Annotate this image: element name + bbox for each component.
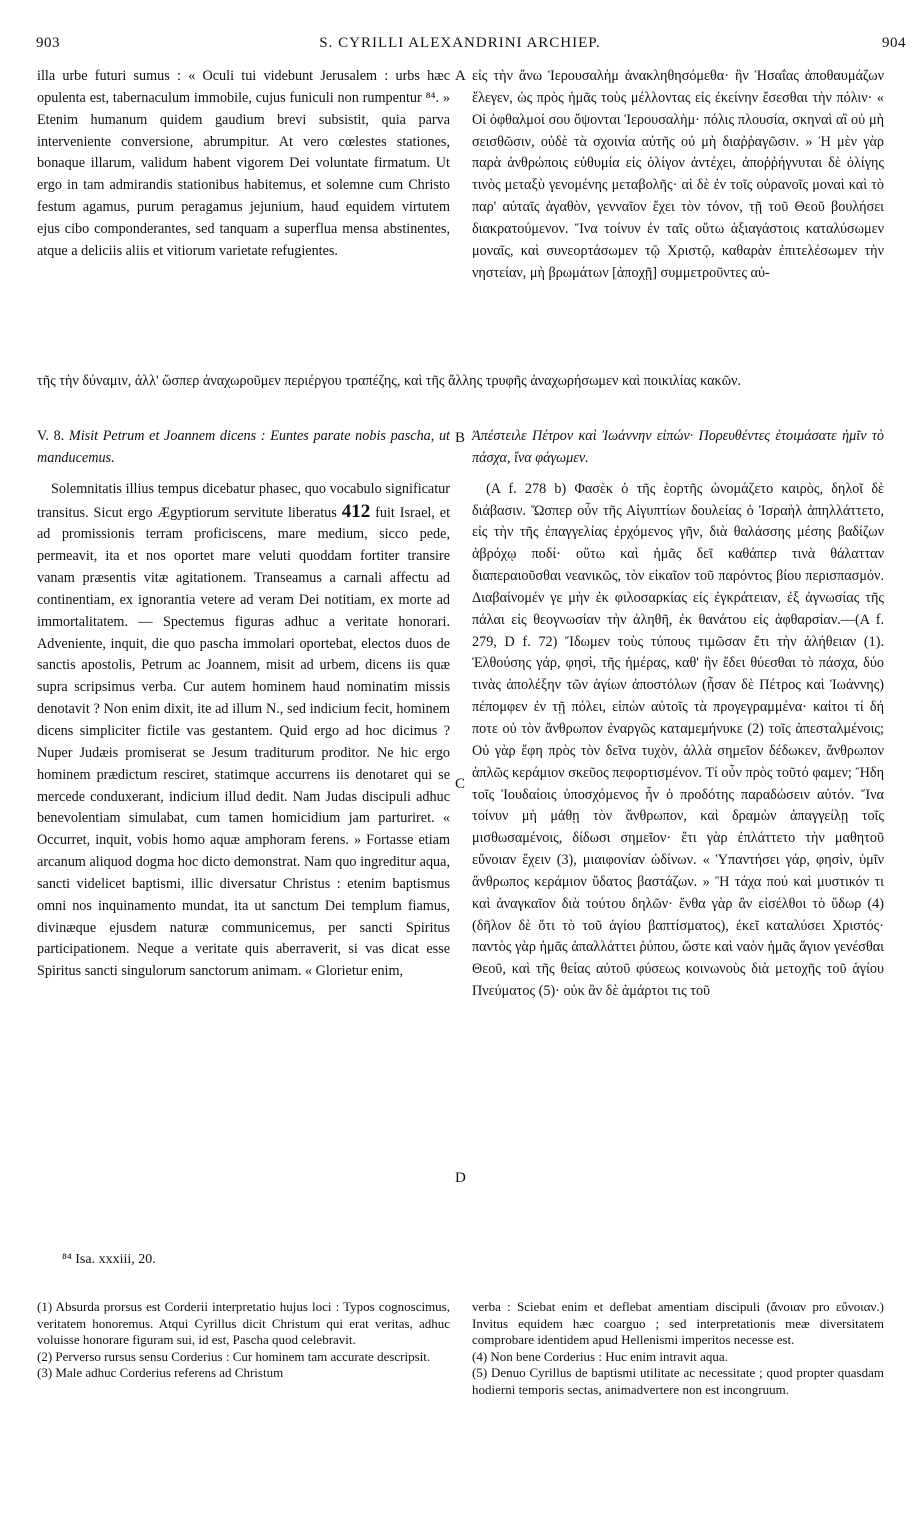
margin-marker-a: A xyxy=(455,68,466,84)
latin-column-section1 xyxy=(37,66,450,263)
footnote: (2) Perverso rursus sensu Corderius : Cur hominem tam accurate descripsit. xyxy=(37,1348,431,1364)
verse-number: V. 8. xyxy=(37,428,65,444)
footnotes-right xyxy=(472,1299,884,1399)
footnote: verba : Sciebat enim et deflebat amentiam discipuli (ἄνοιαν pro εὔνοιαν.) Invitus equidem hæc coarguo ; sed interpretationis meæ diversitatem comprobare identidem apud Hellenismi imperitos necesse est. xyxy=(472,1299,884,1348)
greek-paragraph: (A f. 278 b) Φασὲκ ὁ τῆς ἑορτῆς ὠνομάζετο καιρὸς, δηλοῖ δὲ διάβασιν. Ὥσπερ οὖν τῆς Αἰγυπτίων δουλείας ὁ Ἰσραὴλ ἀπηλλάττετο, εἰς τὴν τῆς ἐπαγγελίας ἐρχόμενος γῆν, διὰ θαλάσσης μέσης βαδίζων ἀβρόχῳ ποδί· οὕτω καὶ ἡμᾶς δεῖ καθάπερ τινὰ θάλατταν διαπεραιοῦσθαι νεανικῶς, τὸν εἰκαῖον τοῦ παρόντος βίου περισπασμόν. Διαβαίνομέν γε μὴν ἐκ φιλοσαρκίας εἰς ἐγκράτειαν, ἐξ ἀγνωσίας τῆς πάλαι εἰς θεογνωσίαν τὴν ἀληθῆ, ἐκ θανάτου εἰς ἀφθαρσίαν.—(A f. 279, D f. 72) Ἴδωμεν τοὺς τύπους τιμῶσαν ἔτι τὴν ἀλήθειαν (1). Ἐλθούσης γάρ, φησὶ, τῆς ἡμέρας, καθ' ἣν ἔδει θύεσθαι τὸ πάσχα, δύο τινὰς ἀπολέξην τῶν ἁγίων ἀποστόλων (ἦσαν δὲ Πέτρος καὶ Ἰωάννης) πέπομφεν ἐν τῇ πόλει, εἰπὼν αὐτοῖς τὰ προγεγραμμένα· καίτοι τί δή ποτε οὐ τὸν ἄνθρωπον ἐναργῶς καταμεμήνυκε (2) τοῖς ἀπεσταλμένοις; Οὐ γὰρ ἔφη πρὸς τὸν δεῖνα τυχὸν, ἀλλὰ σημεῖον δέδωκεν, ἄνθρωπον ἁπλῶς κεράμιον σκεῦος πεφορτισμένον. Τί οὖν πρὸς τοῦτό φαμεν; Ἤδη τοῖς Ἰουδαίοις ὑποσχόμενος ἦν ὁ προδότης παραδώσειν αὐτόν. Ἵνα τοίνυν μὴ μάθῃ τὸν ἄνθρωπον, καὶ δραμὼν ἀπαγγείλῃ τοῖς μισθωσαμένοις, δίδωσι σημεῖον· ἔτι γὰρ ἐπλάττετο τὴν μαθητοῦ εὔνοιαν ἔχειν (3), μιαιφονίαν ὠδίνων. « Ὑπαντήσει γάρ, φησὶν, ὑμῖν ἄνθρωπος κεράμιον ὕδατος βαστάζων. » Ἢ τάχα πού καὶ μυστικόν τι καὶ ἀναγκαῖον διὰ τούτου δηλῶν· ἔνθα γὰρ ἂν εἰσέλθοι τὸ ὕδωρ (4) (δῆλον δὲ ὅτι τὸ τοῦ ἁγίου βαπτίσματος), ἐκεῖ καταλύσει Χριστός· παντὸς γὰρ ἡμᾶς ἀπαλλάττει ῥύπου, ὥστε καὶ ναὸν ἡμᾶς ἅγιον γενέσθαι Θεοῦ, καὶ τῆς θείας αὐτοῦ φύσεως κοινωνοὺς διὰ μετοχῆς τοῦ ἁγίου Πνεύματος (5)· οὐκ ἂν δὲ ἁμάρτοι τις τοῦ xyxy=(472,480,884,1000)
footnote: (5) Denuo Cyrillus de baptismi utilitate ac necessitate ; quod propter quasdam hodierni temporis sectas, animadvertere non est incongruum. xyxy=(472,1365,884,1397)
latin-paragraph: illa urbe futuri sumus : « Oculi tui videbunt Jerusalem : urbs hæc opulenta est, tabernaculum immobile, cujus funiculi non rumpentur ⁸⁴. » Etenim humanum quidem gaudium brevi subsistit, quia parva interveniente conversione, abrumpitur. At vero cœlestes stationes, bonaque illarum, validum habent vigorem Dei voluntate firmatum. Ut ergo in tam admirandis stationibus habitemus, et solemne cum Christo festum agamus, purum peragamus jejunium, haud equidem virtutem ejus cibo componderantes, sed tanquam a superflua mensa abstinentes, atque a deliciis aliis et vitiorum varietate refugientes. xyxy=(37,68,450,259)
scripture-reference: ⁸⁴ Isa. xxxiii, 20. xyxy=(62,1252,156,1267)
page-number-right: 904 xyxy=(882,35,906,51)
greek-paragraph: εἰς τὴν ἄνω Ἱερουσαλὴμ ἀνακληθησόμεθα· ἣν Ἡσαΐας ἀποθαυμάζων ἔλεγεν, ὡς πρὸς ἡμᾶς τοὺς μέλλοντας εἰς ἐκείνην ἔσεσθαι τὴν πόλιν· « Οἱ ὀφθαλμοί σου ὄψονται Ἱερουσαλὴμ· πόλις πλουσία, σκηναὶ αἳ οὐ μὴ σεισθῶσιν, οὐδὲ τὰ σχοινία αὐτῆς οὐ μὴ διαῤῥαγῶσιν. » Ἡ μὲν γὰρ παρὰ ἀνθρώποις εὐθυμία εἰς ὀλίγον ἀντέχει, ἀποῤῥήγνυται δὲ ὀλίγης τινὸς μεταξὺ γενομένης μεταβολῆς· αἱ δὲ ἐν τοῖς οὐρανοῖς μοναὶ καὶ τὸ παρ' αὐταῖς ἀγαθὸν, γενναῖον ἔχει τὸν τόνον, τῇ τοῦ Θεοῦ βουλήσει διακρατούμενον. Ἵνα τοίνυν ἐν ταῖς οὕτω ἀξιαγάστοις καταλύσωμεν μοναῖς, καὶ συνεορτάσωμεν τῷ Χριστῷ, καθαρὰν ἐπιτελέσωμεν τὴν νηστείαν, μὴ βρωμάτων [ἀποχῇ] συμμετροῦντες αὐ- xyxy=(472,68,884,281)
greek-continuation: τῆς τὴν δύναμιν, ἀλλ' ὥσπερ ἀναχωροῦμεν περιέργου τραπέζης, καὶ τῆς ἄλλης τρυφῆς ἀναχωρήσωμεν καὶ ποικιλίας κακῶν. xyxy=(37,373,742,389)
running-title: S. CYRILLI ALEXANDRINI ARCHIEP. xyxy=(319,35,601,51)
footnote: (4) Non bene Corderius : Huc enim intravit aqua. xyxy=(472,1348,728,1364)
bold-page-number: 412 xyxy=(341,500,371,522)
latin-column-section2 xyxy=(37,426,450,983)
margin-marker-b: B xyxy=(455,430,466,446)
footnote: (1) Absurda prorsus est Corderii interpretatio hujus loci : Typos cognoscimus, veritatem honoremus. Atqui Cyrillus dicit Christum qui erat veritas, adhuc voluisse honorare figuram sui, id est, Pascha quod celebravit. xyxy=(37,1299,450,1348)
margin-marker-c: C xyxy=(455,776,466,792)
footnotes-left xyxy=(37,1299,450,1382)
greek-column-section2 xyxy=(472,426,884,1003)
page-number-left: 903 xyxy=(36,35,60,51)
greek-lemma: Ἀπέστειλε Πέτρον καὶ Ἰωάννην εἰπών· Πορευθέντες ἑτοιμάσατε ἡμῖν τὸ πάσχα, ἵνα φάγωμεν. xyxy=(472,428,884,466)
footnote: (3) Male adhuc Corderius referens ad Christum xyxy=(37,1365,284,1381)
latin-paragraph: Solemnitatis illius tempus dicebatur phasec, quo vocabulo significatur transitus. Sicut ergo Ægyptiorum servitute liberatus 412 fuit Israel, et ad promissionis terram proficiscens, mare medium, sicco pede, permeavit, ita et nos oportet mare veluti quoddam fortiter transire vanam præsentis vitæ agitationem. Transeamus a carnali affectu ad continentiam, ex ignorantia vetere ad veram Dei notitiam, ex morte ad immortalitatem. — Spectemus figuras adhuc a veritate honorari. Adveniente, inquit, die quo pascha immolari oportebat, electos duos de sanctis apostolis, Petrum ac Joannem, misit ad urbem, dicens iis quæ supra scripsimus verba. Cur autem hominem haud nominatim missis denotavit ? Non enim dixit, ite ad illum N., sed indicium fecit, hominem dicens simpliciter fictile vas gestantem. Quid ergo ad hoc dicimus ? Nuper Judæis promiserat se Jesum traditurum proditor. Ne hic ergo hominem prædictum resciret, statimque accurrens iis denotaret qui se mercede conduxerant, indicium illud dedit. Nam Judas discipuli adhuc benevolentiam simulabat, cum tamen homicidium jam parturiret. « Occurret, inquit, vobis homo aquæ amphoram ferens. » Fortasse etiam arcanum aliquod dogma hoc dicto demonstrat. Nam quo ingreditur aqua, sancti videlicet baptismi, illic diversatur Christus : etenim baptismus omni nos inquinamento mundat, ita ut sanctum Dei templum fiamus, divinæque ejusdem naturæ communicemus, per sancti Spiritus participationem. Neque a veritate quis aberraverit, si vas dicat esse Spiritus sancti singulorum sanctorum animam. « Glorietur enim, xyxy=(37,480,451,980)
latin-lemma: V. 8. Misit Petrum et Joannem dicens : Euntes parate nobis pascha, ut manducemus. xyxy=(37,428,450,466)
margin-marker-d: D xyxy=(455,1170,466,1186)
greek-column-section1 xyxy=(472,66,884,284)
